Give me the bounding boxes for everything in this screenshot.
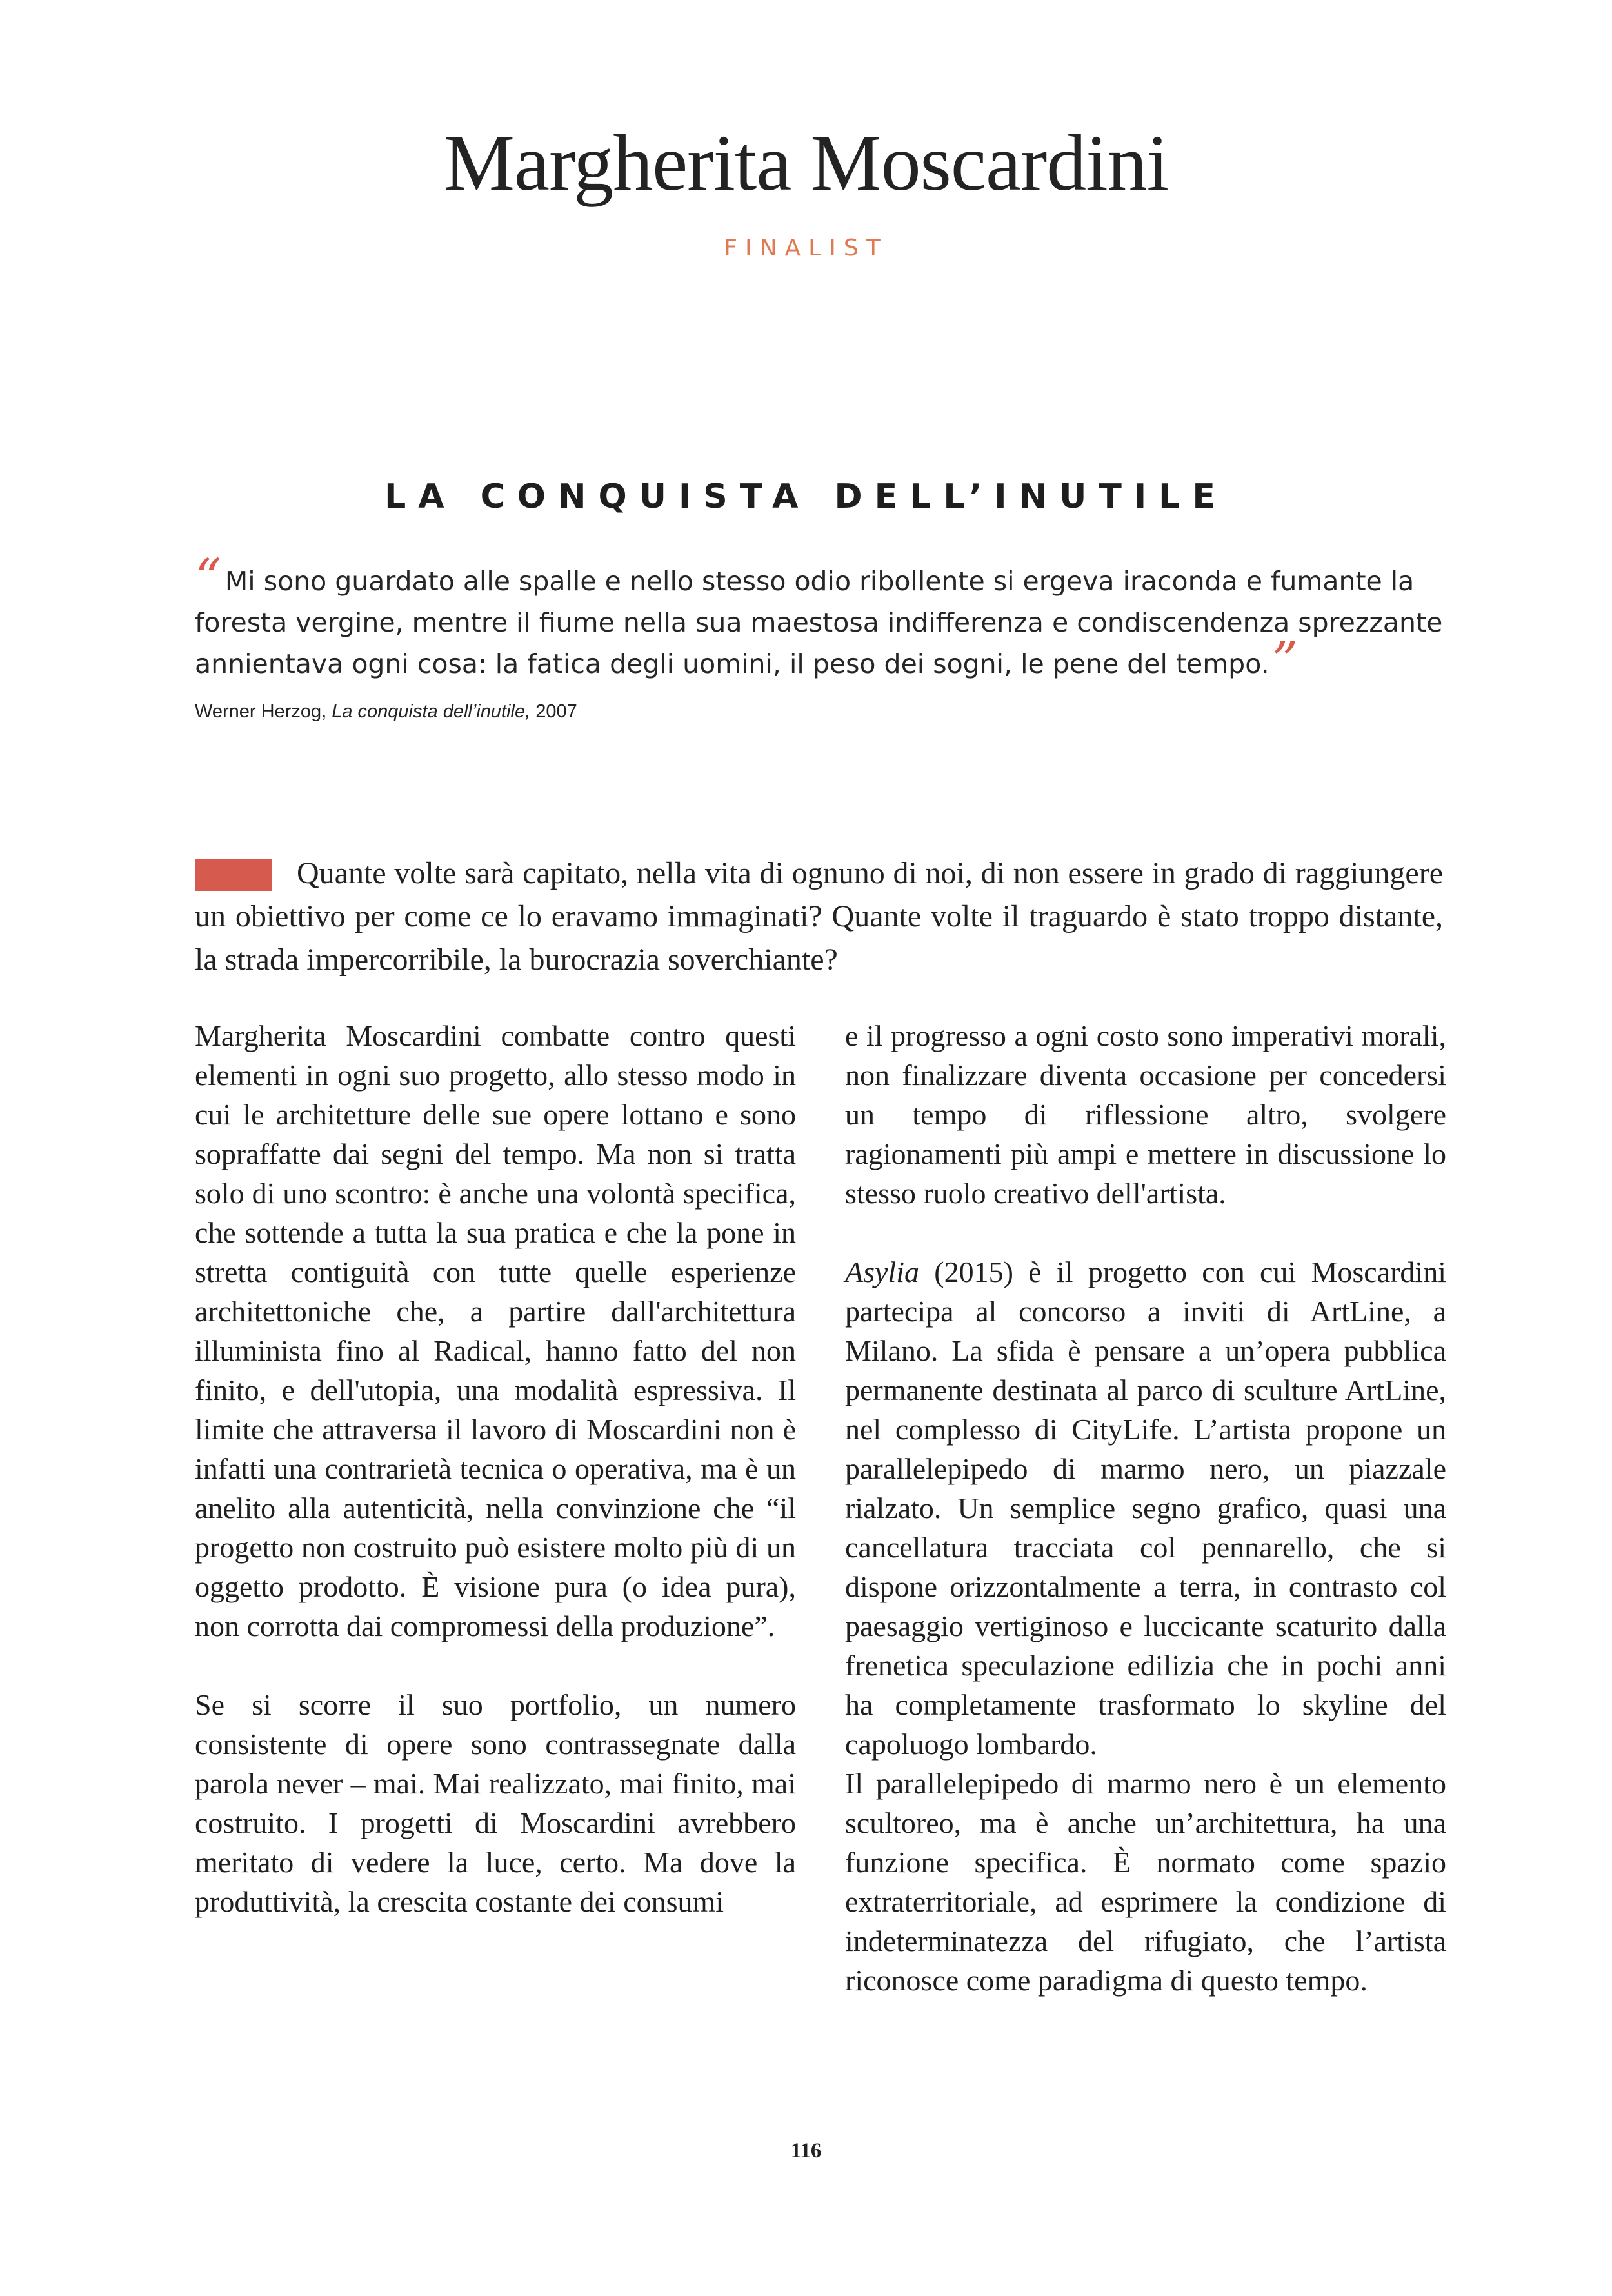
- finalist-label: FINALIST: [724, 235, 888, 261]
- body-paragraph: Se si scorre il suo portfolio, un numero consistente di opere sono contrassegnate dalla parola never – mai. Mai realizzato, mai finito, mai costruito. I progetti di Moscardini avrebbero meritato di vedere la luce, certo. Ma dove la produttività, la crescita costante dei consumi: [195, 1688, 796, 1918]
- body-paragraph: Margherita Moscardini combatte contro questi elementi in ogni suo progetto, allo stesso modo in cui le architetture delle sue opere lottano e sono sopraffatte dai segni del tempo. Ma non si tratta solo di uno scontro: è anche una volontà specifica, che sottende a tutta la sua pratica e che la pone in stretta contiguità con tutte quelle esperienze architettoniche che, a partire dall'architettura illuminista fino al Radical, hanno fatto del non finito, e dell'utopia, una modalità espressiva. Il limite che attraversa il lavoro di Moscardini non è infatti una contrarietà tecnica o operativa, ma è un anelito alla autenticità, nella convinzione che “il progetto non costruito può esistere molto più di un oggetto prodotto. È visione pura (o idea pura), non corrotta dai compromessi della produzione”.: [195, 1019, 796, 1642]
- author-name-title: Margherita Moscardini: [443, 119, 1169, 207]
- body-column-right: [845, 1016, 1446, 2000]
- open-quote-mark: “: [195, 548, 221, 608]
- body-column-left: [195, 1016, 796, 1921]
- artwork-title: Asylia: [845, 1255, 919, 1288]
- attribution-year: 2007: [535, 701, 577, 722]
- section-heading: LA CONQUISTA DELL’INUTILE: [384, 477, 1228, 516]
- body-paragraph: Il parallelepipedo di marmo nero è un elemento scultoreo, ma è anche un’architettura, ha una funzione specifica. È normato come spazio extraterritoriale, ad esprimere la condizione di indeterminatezza del rifugiato, che l’artista riconosce come paradigma di questo tempo.: [845, 1767, 1446, 1997]
- attribution-work: La conquista dell’inutile,: [332, 701, 531, 722]
- page-number: 116: [790, 2139, 822, 2162]
- epigraph-text: Mi sono guardato alle spalle e nello stesso odio ribollente si ergeva iraconda e fumante la foresta vergine, mentre il fiume nella sua maestosa indifferenza e condiscendenza sprezzante annientava ogni cosa: la fatica degli uomini, il peso dei sogni, le pene del tempo.: [195, 566, 1443, 679]
- body-paragraph: e il progresso a ogni costo sono imperativi morali, non finalizzare diventa occasione per concedersi un tempo di riflessione altro, svolgere ragionamenti più ampi e mettere in discussione lo stesso ruolo creativo dell'artista.: [845, 1019, 1446, 1210]
- body-paragraph-text: (2015) è il progetto con cui Moscardini partecipa al concorso a inviti di ArtLine, a Milano. La sfida è pensare a un’opera pubblica permanente destinata al parco di sculture ArtLine, nel complesso di CityLife. L’artista propone un parallelepipedo di marmo nero, un piazzale rialzato. Un semplice segno grafico, quasi una cancellatura tracciata col pennarello, che si dispone orizzontalmente a terra, in contrasto col paesaggio vertiginoso e luccicante scaturito dalla frenetica speculazione edilizia che in pochi anni ha completamente trasformato lo skyline del capoluogo lombardo.: [845, 1255, 1446, 1761]
- attribution-author: Werner Herzog,: [195, 701, 327, 722]
- lead-paragraph: Quante volte sarà capitato, nella vita di ognuno di noi, di non essere in grado di raggiungere un obiettivo per come ce lo eravamo immaginati? Quante volte il traguardo è stato troppo distante, la strada impercorribile, la burocrazia soverchiante?: [195, 856, 1443, 977]
- close-quote-mark: ”: [1271, 630, 1299, 690]
- epigraph-quote: [195, 548, 1459, 690]
- epigraph-attribution: [195, 699, 577, 724]
- body-paragraph: [845, 1252, 1446, 1764]
